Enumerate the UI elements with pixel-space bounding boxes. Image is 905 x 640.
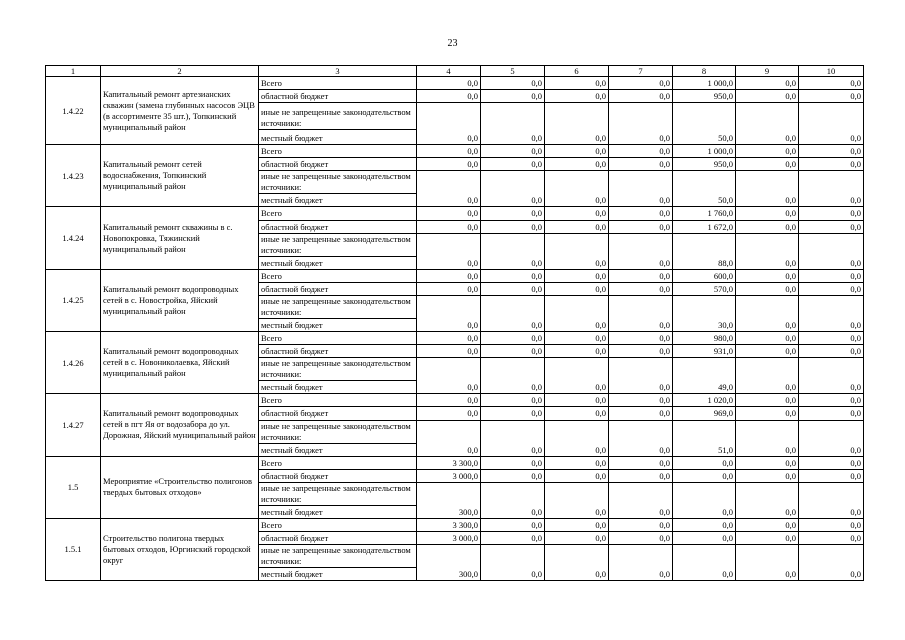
value-cell: 0,0 [799, 332, 864, 345]
value-cell: 3 300,0 [417, 456, 481, 469]
value-cell: 0,0 [799, 381, 864, 394]
value-cell: 0,0 [673, 531, 736, 544]
value-cell: 0,0 [545, 381, 609, 394]
value-cell: 0,0 [736, 381, 799, 394]
item-name: Мероприятие «Строительство полигонов твердых бытовых отходов» [101, 456, 259, 518]
value-cell-empty [417, 295, 481, 318]
value-cell: 50,0 [673, 130, 736, 145]
value-cell: 0,0 [736, 194, 799, 207]
value-cell: 0,0 [799, 568, 864, 581]
item-name: Строительство полигона твердых бытовых отходов, Юргинский городской округ [101, 518, 259, 580]
value-cell: 0,0 [736, 332, 799, 345]
value-cell: 0,0 [799, 518, 864, 531]
value-cell: 980,0 [673, 332, 736, 345]
value-cell: 0,0 [799, 158, 864, 171]
value-cell: 50,0 [673, 194, 736, 207]
column-number: 10 [799, 66, 864, 77]
value-cell: 0,0 [799, 220, 864, 233]
value-cell: 0,0 [609, 531, 673, 544]
value-cell-empty [417, 482, 481, 505]
source-regional: областной бюджет [259, 531, 417, 544]
value-cell: 0,0 [736, 158, 799, 171]
value-cell: 0,0 [736, 443, 799, 456]
value-cell: 0,0 [799, 505, 864, 518]
source-local: местный бюджет [259, 130, 417, 145]
item-name: Капитальный ремонт сетей водоснабжения, Топкинский муниципальный район [101, 145, 259, 207]
value-cell: 0,0 [609, 145, 673, 158]
row-total [46, 145, 864, 158]
value-cell-empty [609, 103, 673, 130]
value-cell: 0,0 [481, 394, 545, 407]
value-cell: 0,0 [545, 256, 609, 269]
value-cell-empty [609, 233, 673, 256]
value-cell: 0,0 [609, 220, 673, 233]
value-cell-empty [799, 358, 864, 381]
value-cell-empty [673, 233, 736, 256]
value-cell-empty [609, 545, 673, 568]
value-cell: 0,0 [609, 469, 673, 482]
value-cell: 3 000,0 [417, 531, 481, 544]
source-local: местный бюджет [259, 381, 417, 394]
item-name: Капитальный ремонт артезианских скважин (замена глубинных насосов ЭЦВ (в ассортименте 35 шт.), Топкинский муниципальный район [101, 77, 259, 145]
value-cell: 0,0 [545, 77, 609, 90]
value-cell: 0,0 [673, 456, 736, 469]
value-cell: 0,0 [799, 145, 864, 158]
value-cell: 0,0 [799, 469, 864, 482]
value-cell-empty [736, 233, 799, 256]
row-total [46, 77, 864, 90]
value-cell: 0,0 [736, 207, 799, 220]
value-cell-empty [609, 295, 673, 318]
value-cell-empty [673, 358, 736, 381]
value-cell: 0,0 [417, 158, 481, 171]
source-total: Всего [259, 332, 417, 345]
value-cell-empty [417, 233, 481, 256]
value-cell: 0,0 [799, 77, 864, 90]
value-cell-empty [545, 358, 609, 381]
value-cell: 0,0 [481, 194, 545, 207]
item-code: 1.5 [46, 456, 101, 518]
value-cell: 3 300,0 [417, 518, 481, 531]
value-cell-empty [673, 171, 736, 194]
column-number: 6 [545, 66, 609, 77]
value-cell: 0,0 [799, 318, 864, 331]
value-cell-empty [417, 545, 481, 568]
value-cell: 0,0 [417, 394, 481, 407]
value-cell-empty [481, 420, 545, 443]
value-cell: 0,0 [545, 456, 609, 469]
value-cell: 0,0 [736, 568, 799, 581]
value-cell: 1 000,0 [673, 145, 736, 158]
value-cell: 0,0 [417, 381, 481, 394]
row-total [46, 269, 864, 282]
source-total: Всего [259, 145, 417, 158]
item-name: Капитальный ремонт водопроводных сетей в с. Новостройка, Яйский муниципальный район [101, 269, 259, 331]
value-cell: 0,0 [417, 345, 481, 358]
value-cell: 0,0 [481, 443, 545, 456]
value-cell: 0,0 [736, 505, 799, 518]
value-cell: 0,0 [481, 407, 545, 420]
value-cell: 0,0 [736, 220, 799, 233]
item-code: 1.5.1 [46, 518, 101, 580]
value-cell-empty [736, 482, 799, 505]
value-cell: 0,0 [417, 282, 481, 295]
value-cell: 931,0 [673, 345, 736, 358]
value-cell-empty [736, 171, 799, 194]
value-cell-empty [481, 103, 545, 130]
value-cell: 0,0 [545, 531, 609, 544]
value-cell-empty [673, 420, 736, 443]
value-cell: 0,0 [417, 269, 481, 282]
value-cell: 0,0 [609, 194, 673, 207]
column-number: 4 [417, 66, 481, 77]
value-cell: 88,0 [673, 256, 736, 269]
value-cell: 30,0 [673, 318, 736, 331]
source-total: Всего [259, 207, 417, 220]
value-cell: 0,0 [417, 130, 481, 145]
column-number: 5 [481, 66, 545, 77]
value-cell-empty [609, 420, 673, 443]
value-cell: 0,0 [481, 381, 545, 394]
value-cell: 0,0 [417, 318, 481, 331]
value-cell: 0,0 [545, 469, 609, 482]
source-total: Всего [259, 269, 417, 282]
value-cell: 300,0 [417, 568, 481, 581]
value-cell: 950,0 [673, 90, 736, 103]
value-cell: 0,0 [481, 145, 545, 158]
value-cell: 0,0 [545, 505, 609, 518]
row-total [46, 394, 864, 407]
source-other: иные не запрещенные законодательством источники: [259, 482, 417, 505]
column-number: 2 [101, 66, 259, 77]
value-cell: 0,0 [545, 90, 609, 103]
value-cell: 0,0 [481, 220, 545, 233]
item-name: Капитальный ремонт водопроводных сетей в пгт Яя от водозабора до ул. Дорожная, Яйский муниципальный район [101, 394, 259, 456]
value-cell: 0,0 [736, 345, 799, 358]
value-cell: 0,0 [545, 407, 609, 420]
source-other: иные не запрещенные законодательством источники: [259, 233, 417, 256]
value-cell: 0,0 [417, 443, 481, 456]
source-local: местный бюджет [259, 318, 417, 331]
value-cell-empty [673, 103, 736, 130]
value-cell: 0,0 [481, 77, 545, 90]
value-cell-empty [417, 358, 481, 381]
value-cell: 950,0 [673, 158, 736, 171]
value-cell: 0,0 [417, 194, 481, 207]
item-name: Капитальный ремонт скважины в с. Новопокровка, Тяжинский муниципальный район [101, 207, 259, 269]
source-other: иные не запрещенные законодательством источники: [259, 545, 417, 568]
value-cell: 0,0 [736, 256, 799, 269]
value-cell: 0,0 [545, 207, 609, 220]
value-cell: 0,0 [545, 194, 609, 207]
value-cell-empty [799, 420, 864, 443]
value-cell: 1 020,0 [673, 394, 736, 407]
value-cell: 0,0 [799, 443, 864, 456]
value-cell: 0,0 [609, 568, 673, 581]
value-cell: 0,0 [799, 282, 864, 295]
value-cell: 0,0 [417, 407, 481, 420]
value-cell: 0,0 [609, 407, 673, 420]
value-cell: 0,0 [799, 531, 864, 544]
value-cell: 0,0 [481, 90, 545, 103]
row-total [46, 332, 864, 345]
value-cell: 0,0 [736, 531, 799, 544]
value-cell: 0,0 [673, 568, 736, 581]
column-number: 7 [609, 66, 673, 77]
value-cell: 0,0 [545, 394, 609, 407]
value-cell: 0,0 [481, 505, 545, 518]
source-total: Всего [259, 394, 417, 407]
value-cell: 0,0 [481, 269, 545, 282]
value-cell: 300,0 [417, 505, 481, 518]
value-cell-empty [545, 171, 609, 194]
value-cell: 0,0 [736, 469, 799, 482]
value-cell-empty [417, 171, 481, 194]
value-cell: 0,0 [736, 90, 799, 103]
value-cell-empty [481, 545, 545, 568]
value-cell: 0,0 [545, 130, 609, 145]
value-cell: 0,0 [481, 531, 545, 544]
source-regional: областной бюджет [259, 469, 417, 482]
value-cell: 0,0 [545, 568, 609, 581]
value-cell-empty [481, 358, 545, 381]
value-cell: 0,0 [736, 394, 799, 407]
row-total [46, 456, 864, 469]
value-cell: 0,0 [481, 256, 545, 269]
value-cell-empty [609, 171, 673, 194]
value-cell: 0,0 [673, 518, 736, 531]
value-cell: 0,0 [736, 269, 799, 282]
value-cell-empty [736, 420, 799, 443]
value-cell: 0,0 [545, 318, 609, 331]
value-cell: 0,0 [609, 505, 673, 518]
value-cell: 0,0 [545, 518, 609, 531]
value-cell: 0,0 [609, 130, 673, 145]
value-cell: 1 760,0 [673, 207, 736, 220]
header-row [46, 66, 864, 77]
value-cell: 0,0 [609, 158, 673, 171]
budget-table [45, 65, 864, 581]
value-cell: 0,0 [736, 130, 799, 145]
value-cell-empty [417, 103, 481, 130]
value-cell-empty [736, 358, 799, 381]
value-cell: 49,0 [673, 381, 736, 394]
value-cell: 0,0 [417, 145, 481, 158]
value-cell-empty [481, 233, 545, 256]
value-cell: 0,0 [545, 220, 609, 233]
value-cell: 0,0 [673, 505, 736, 518]
item-code: 1.4.24 [46, 207, 101, 269]
value-cell: 570,0 [673, 282, 736, 295]
value-cell: 0,0 [545, 282, 609, 295]
source-local: местный бюджет [259, 443, 417, 456]
value-cell: 0,0 [736, 77, 799, 90]
row-total [46, 518, 864, 531]
column-number: 9 [736, 66, 799, 77]
value-cell: 0,0 [609, 394, 673, 407]
value-cell: 0,0 [609, 77, 673, 90]
value-cell-empty [673, 545, 736, 568]
source-other: иные не запрещенные законодательством источники: [259, 103, 417, 130]
value-cell: 0,0 [545, 158, 609, 171]
source-total: Всего [259, 456, 417, 469]
source-total: Всего [259, 77, 417, 90]
value-cell-empty [481, 295, 545, 318]
value-cell: 0,0 [545, 443, 609, 456]
value-cell-empty [799, 171, 864, 194]
value-cell: 0,0 [609, 381, 673, 394]
value-cell-empty [609, 482, 673, 505]
source-regional: областной бюджет [259, 345, 417, 358]
value-cell-empty [736, 103, 799, 130]
value-cell-empty [545, 545, 609, 568]
source-local: местный бюджет [259, 505, 417, 518]
value-cell: 0,0 [799, 90, 864, 103]
source-other: иные не запрещенные законодательством источники: [259, 358, 417, 381]
table-body [46, 66, 864, 581]
value-cell: 0,0 [736, 518, 799, 531]
value-cell: 1 672,0 [673, 220, 736, 233]
value-cell-empty [481, 482, 545, 505]
value-cell: 0,0 [609, 318, 673, 331]
value-cell: 0,0 [481, 207, 545, 220]
value-cell-empty [799, 545, 864, 568]
value-cell-empty [609, 358, 673, 381]
item-name: Капитальный ремонт водопроводных сетей в с. Новониколаевка, Яйский муниципальный район [101, 332, 259, 394]
value-cell: 0,0 [609, 332, 673, 345]
value-cell-empty [417, 420, 481, 443]
value-cell: 0,0 [481, 345, 545, 358]
value-cell-empty [799, 103, 864, 130]
value-cell: 0,0 [609, 345, 673, 358]
value-cell: 0,0 [609, 456, 673, 469]
value-cell: 0,0 [545, 345, 609, 358]
value-cell: 0,0 [417, 332, 481, 345]
value-cell: 0,0 [481, 318, 545, 331]
value-cell: 0,0 [673, 469, 736, 482]
value-cell-empty [545, 103, 609, 130]
page-number: 23 [447, 38, 458, 49]
value-cell-empty [673, 295, 736, 318]
value-cell: 0,0 [799, 207, 864, 220]
value-cell-empty [799, 295, 864, 318]
value-cell-empty [545, 482, 609, 505]
value-cell: 0,0 [736, 318, 799, 331]
value-cell: 0,0 [545, 145, 609, 158]
value-cell: 0,0 [609, 269, 673, 282]
value-cell: 969,0 [673, 407, 736, 420]
value-cell: 0,0 [481, 332, 545, 345]
value-cell-empty [799, 482, 864, 505]
value-cell: 0,0 [736, 456, 799, 469]
value-cell: 0,0 [799, 130, 864, 145]
item-code: 1.4.26 [46, 332, 101, 394]
value-cell: 0,0 [545, 269, 609, 282]
value-cell-empty [736, 545, 799, 568]
value-cell: 0,0 [417, 77, 481, 90]
value-cell-empty [545, 420, 609, 443]
value-cell: 0,0 [799, 345, 864, 358]
value-cell: 0,0 [799, 394, 864, 407]
source-regional: областной бюджет [259, 220, 417, 233]
value-cell: 0,0 [799, 407, 864, 420]
value-cell-empty [545, 233, 609, 256]
source-local: местный бюджет [259, 568, 417, 581]
value-cell: 1 000,0 [673, 77, 736, 90]
source-other: иные не запрещенные законодательством источники: [259, 171, 417, 194]
value-cell: 0,0 [417, 220, 481, 233]
source-local: местный бюджет [259, 194, 417, 207]
value-cell: 0,0 [545, 332, 609, 345]
value-cell-empty [481, 171, 545, 194]
value-cell-empty [673, 482, 736, 505]
column-number: 3 [259, 66, 417, 77]
source-other: иные не запрещенные законодательством источники: [259, 295, 417, 318]
item-code: 1.4.22 [46, 77, 101, 145]
value-cell-empty [736, 295, 799, 318]
value-cell: 0,0 [609, 207, 673, 220]
value-cell: 0,0 [799, 269, 864, 282]
source-local: местный бюджет [259, 256, 417, 269]
item-code: 1.4.27 [46, 394, 101, 456]
value-cell: 0,0 [481, 158, 545, 171]
value-cell: 0,0 [417, 256, 481, 269]
value-cell: 0,0 [417, 207, 481, 220]
value-cell: 0,0 [481, 282, 545, 295]
source-other: иные не запрещенные законодательством источники: [259, 420, 417, 443]
value-cell-empty [799, 233, 864, 256]
value-cell: 0,0 [799, 456, 864, 469]
source-regional: областной бюджет [259, 282, 417, 295]
value-cell: 3 000,0 [417, 469, 481, 482]
value-cell: 0,0 [609, 282, 673, 295]
source-total: Всего [259, 518, 417, 531]
value-cell: 0,0 [609, 90, 673, 103]
value-cell: 0,0 [481, 469, 545, 482]
value-cell: 0,0 [609, 256, 673, 269]
value-cell: 51,0 [673, 443, 736, 456]
row-total [46, 207, 864, 220]
value-cell: 0,0 [481, 518, 545, 531]
value-cell: 0,0 [609, 518, 673, 531]
value-cell: 0,0 [609, 443, 673, 456]
item-code: 1.4.25 [46, 269, 101, 331]
source-regional: областной бюджет [259, 158, 417, 171]
value-cell-empty [545, 295, 609, 318]
source-regional: областной бюджет [259, 90, 417, 103]
source-regional: областной бюджет [259, 407, 417, 420]
value-cell: 600,0 [673, 269, 736, 282]
value-cell: 0,0 [481, 568, 545, 581]
value-cell: 0,0 [481, 456, 545, 469]
value-cell: 0,0 [799, 256, 864, 269]
column-number: 8 [673, 66, 736, 77]
column-number: 1 [46, 66, 101, 77]
item-code: 1.4.23 [46, 145, 101, 207]
value-cell: 0,0 [481, 130, 545, 145]
value-cell: 0,0 [417, 90, 481, 103]
value-cell: 0,0 [736, 282, 799, 295]
value-cell: 0,0 [736, 145, 799, 158]
value-cell: 0,0 [736, 407, 799, 420]
value-cell: 0,0 [799, 194, 864, 207]
